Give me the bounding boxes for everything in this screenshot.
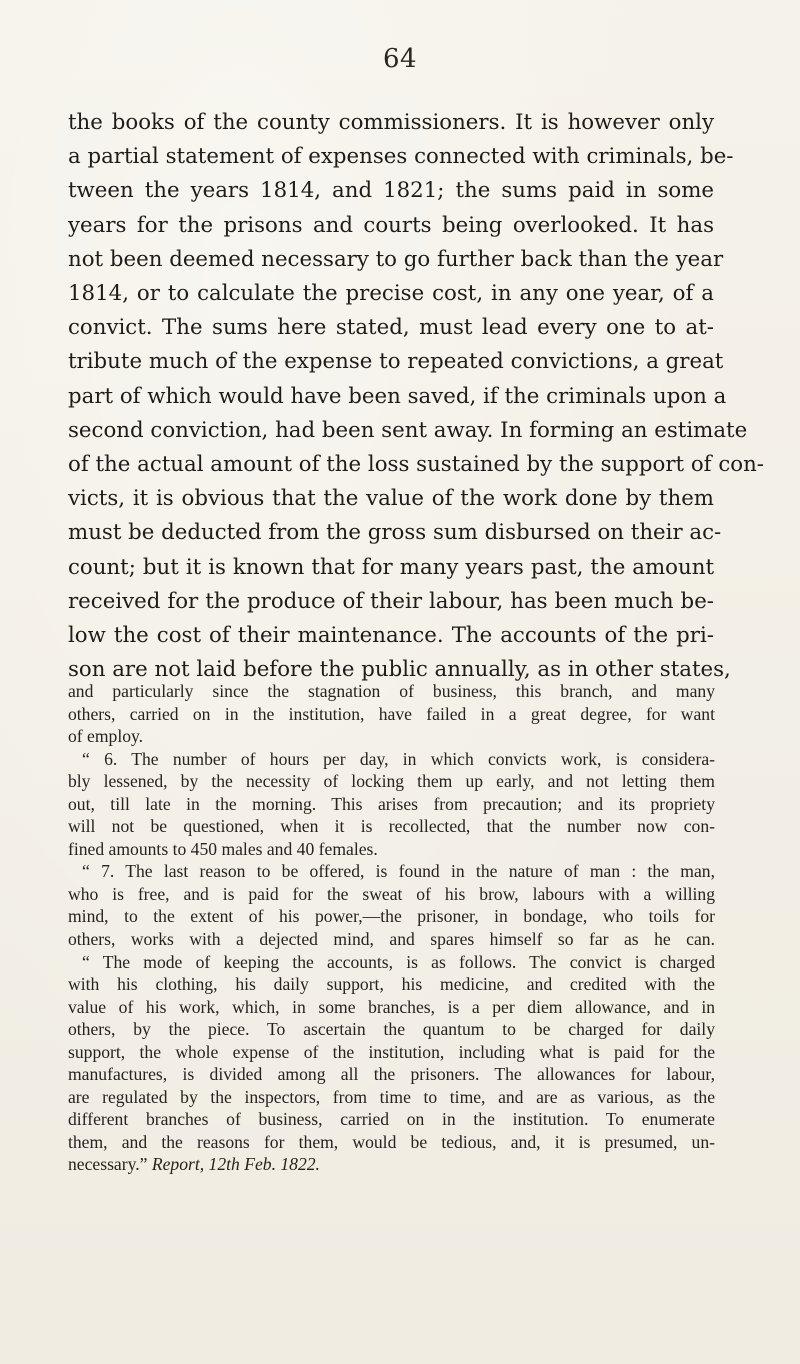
note-line: support, the whole expense of the institution, including what is paid for the [68,1041,715,1062]
note-line: and particularly since the stagnation of business, this branch, and many [68,681,715,701]
note-line: will not be questioned, when it is recollected, that the number now con- [68,816,715,837]
report-citation: Report, 12th Feb. 1822. [151,1154,320,1175]
body-line: must be deducted from the gross sum disbursed on their ac- [68,520,722,546]
body-line: son are not laid before the public annually, as in other states, [68,657,731,683]
body-line: years for the prisons and courts being overlooked. It has [68,212,714,238]
body-line: tribute much of the expense to repeated convictions, a great [68,349,724,375]
body-line: count; but it is known that for many years past, the amount [68,554,714,580]
note-line: are regulated by the inspectors, from time to time, and are as various, as the [68,1086,715,1107]
note-closing-text: necessary.” [68,1154,148,1175]
body-line: low the cost of their maintenance. The accounts of the pri- [68,623,714,649]
note-line: others, by the piece. To ascertain the quantum to be charged for daily [68,1019,715,1040]
page-number: 64 [382,44,418,74]
body-line: part of which would have been saved, if the criminals upon a [68,383,727,409]
note-line: “ 7. The last reason to be offered, is found in the nature of man : the man, [82,861,715,882]
note-line: with his clothing, his daily support, his medicine, and credited with the [68,974,715,995]
body-line: victs, it is obvious that the value of the work done by them [68,486,714,512]
body-line: received for the produce of their labour, has been much be- [68,588,714,614]
body-line: 1814, or to calculate the precise cost, in any one year, of a [68,281,714,307]
body-line: of the actual amount of the loss sustained by the support of con- [68,452,764,478]
body-line: a partial statement of expenses connected with criminals, be- [68,144,734,170]
body-text [68,106,764,687]
note-line: others, carried on in the institution, have failed in a great degree, for want [68,703,715,724]
body-line: convict. The sums here stated, must lead every one to at- [68,315,714,341]
body-line: second conviction, had been sent away. In forming an estimate [68,417,748,443]
body-line: not been deemed necessary to go further back than the year [68,246,724,272]
note-line: others, works with a dejected mind, and spares himself so far as he can. [68,929,715,950]
note-line: manufactures, is divided among all the prisoners. The allowances for labour, [68,1064,715,1085]
note-line: of employ. [68,726,144,747]
footnote-text [68,680,715,1176]
note-line: who is free, and is paid for the sweat of his brow, labours with a willing [68,883,715,904]
note-line: value of his work, which, in some branches, is a per diem allowance, and in [68,996,715,1017]
note-final-line [68,1153,715,1176]
note-line: different branches of business, carried on in the institution. To enumerate [68,1109,715,1130]
body-line: the books of the county commissioners. It is however only [68,110,714,135]
note-line: “ The mode of keeping the accounts, is as follows. The convict is charged [82,951,715,972]
note-line: out, till late in the morning. This arises from precaution; and its propriety [68,793,715,814]
note-line: mind, to the extent of his power,—the prisoner, in bondage, who toils for [68,906,715,927]
note-line: them, and the reasons for them, would be tedious, and, it is presumed, un- [68,1131,715,1152]
note-line: “ 6. The number of hours per day, in which convicts work, is considera- [82,748,715,769]
body-line: tween the years 1814, and 1821; the sums paid in some [68,178,714,204]
note-line: bly lessened, by the necessity of locking them up early, and not letting them [68,771,715,792]
note-line: fined amounts to 450 males and 40 females. [68,838,378,859]
